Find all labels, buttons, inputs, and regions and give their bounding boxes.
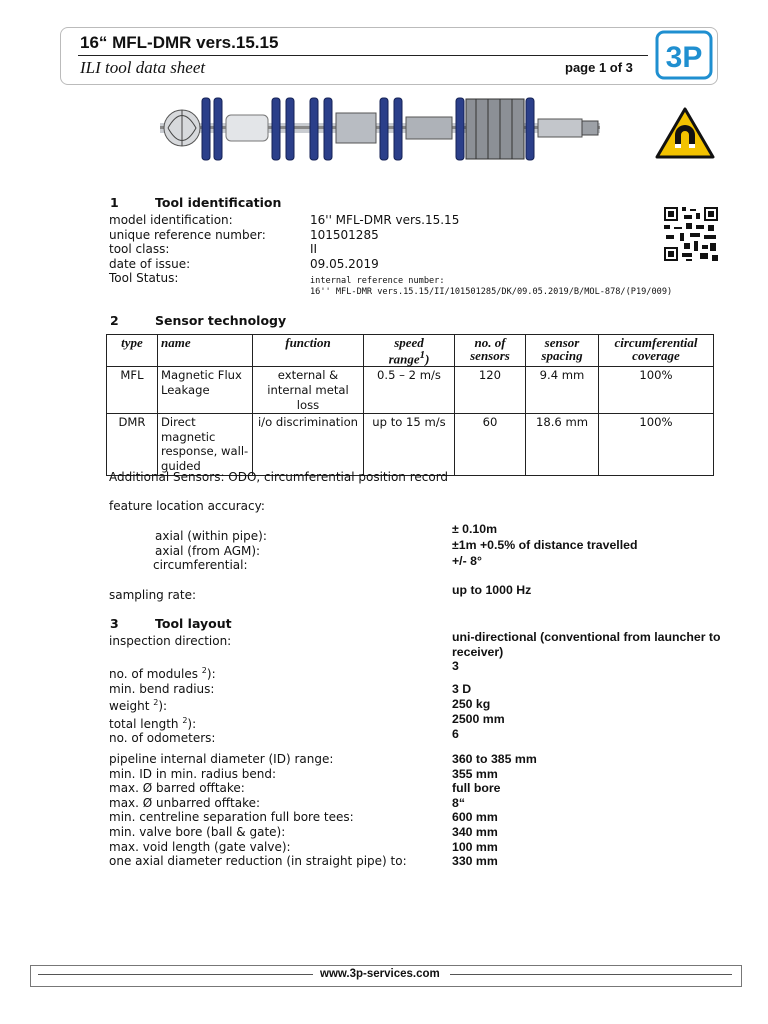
- tool-illustration: [160, 93, 600, 165]
- section-1-title: Tool identification: [155, 195, 282, 210]
- document-subtitle: ILI tool data sheet: [80, 58, 206, 77]
- cell-sensors: 60: [455, 414, 526, 476]
- label-no-of-modules: no. of modules $^2$):: [109, 666, 216, 681]
- value-max-barred-offtake: full bore: [452, 781, 501, 796]
- value-model-identification: 16'' MFL-DMR vers.15.15: [310, 213, 460, 227]
- label-total-length: total length $^2$):: [109, 715, 197, 731]
- label-no-of-odometers: no. of odometers:: [109, 731, 216, 746]
- cell-spacing: 18.6 mm: [526, 414, 599, 476]
- section-3-number: 3: [110, 616, 119, 631]
- tool-id-labels: [109, 213, 266, 286]
- inspection-direction-value-cont: receiver): [452, 645, 504, 659]
- label-circumferential: circumferential:: [153, 558, 248, 572]
- cell-coverage: 100%: [599, 367, 714, 414]
- accuracy-label: feature location accuracy:: [109, 499, 265, 513]
- value-total-length: 2500 mm: [452, 712, 505, 726]
- cell-type: MFL: [107, 367, 158, 414]
- internal-reference-value: 16'' MFL-DMR vers.15.15/II/101501285/DK/09.05.2019/B/MOL-878/(P19/009): [310, 287, 673, 297]
- value-date-of-issue: 09.05.2019: [310, 256, 379, 271]
- sensor-table: [106, 334, 714, 476]
- label-max-void-length: max. void length (gate valve):: [109, 839, 291, 854]
- value-centreline-separation: 600 mm: [452, 810, 498, 825]
- cell-name: Direct magnetic response, wall-guided: [158, 414, 253, 476]
- col-circumferential-coverage: circumferential coverage: [599, 335, 714, 367]
- value-min-valve-bore: 340 mm: [452, 824, 498, 839]
- cell-spacing: 9.4 mm: [526, 367, 599, 414]
- additional-sensors: Additional Sensors: ODO, circumferential position record: [109, 470, 449, 484]
- internal-reference-label: internal reference number:: [310, 276, 445, 286]
- cell-speed: 0.5 – 2 m/s: [364, 367, 455, 414]
- section-1-number: 1: [110, 195, 119, 210]
- value-axial-from-agm: ±1m +0.5% of distance travelled: [452, 538, 638, 552]
- value-axial-within-pipe: ± 0.10m: [452, 522, 498, 536]
- sensor-table-header-row: [107, 335, 714, 367]
- inspection-direction-value: uni-directional (conventional from launcher to: [452, 630, 721, 644]
- section-2-title: Sensor technology: [155, 313, 287, 328]
- section-3-title: Tool layout: [155, 616, 232, 631]
- inspection-direction-label: inspection direction:: [109, 634, 232, 648]
- label-weight: weight $^2$):: [109, 698, 168, 714]
- value-tool-class: II: [310, 242, 318, 257]
- pipeline-values: [452, 752, 537, 869]
- page-indicator: page 1 of 3: [565, 60, 633, 75]
- value-pipeline-id-range: 360 to 385 mm: [452, 752, 537, 766]
- col-function: function: [253, 335, 364, 367]
- cell-sensors: 120: [455, 367, 526, 414]
- label-pipeline-id-range: pipeline internal diameter (ID) range:: [109, 752, 334, 766]
- magnet-warning-icon: [654, 106, 716, 160]
- col-speed: speed range$^1$): [364, 335, 455, 367]
- label-min-id-bend: min. ID in min. radius bend:: [109, 766, 277, 781]
- col-type: type: [107, 335, 158, 367]
- footer-website-link[interactable]: www.3p-services.com: [320, 968, 440, 980]
- value-max-void-length: 100 mm: [452, 839, 498, 854]
- pipeline-labels: [109, 752, 407, 869]
- label-date-of-issue: date of issue:: [109, 256, 191, 271]
- logo-text: 3P: [665, 41, 703, 74]
- label-unique-reference: unique reference number:: [109, 227, 266, 242]
- cell-function: i/o discrimination: [253, 414, 364, 476]
- cell-type: DMR: [107, 414, 158, 476]
- value-min-id-bend: 355 mm: [452, 766, 498, 781]
- tool-layout-labels: [109, 664, 216, 746]
- title-divider: [78, 55, 648, 56]
- label-model-identification: model identification:: [109, 213, 233, 227]
- qr-code-icon: [662, 205, 720, 263]
- label-axial-from-agm: axial (from AGM):: [155, 544, 261, 558]
- sampling-rate-label: sampling rate:: [109, 588, 197, 602]
- document-title: 16“ MFL-DMR vers.15.15: [80, 33, 279, 52]
- label-axial-diameter-reduction: one axial diameter reduction (in straight pipe) to:: [109, 854, 407, 869]
- col-sensor-spacing: sensor spacing: [526, 335, 599, 367]
- label-max-barred-offtake: max. Ø barred offtake:: [109, 781, 245, 796]
- label-tool-class: tool class:: [109, 242, 170, 257]
- cell-function: external & internal metal loss: [253, 367, 364, 414]
- label-min-valve-bore: min. valve bore (ball & gate):: [109, 824, 286, 839]
- value-no-of-odometers: 6: [452, 727, 459, 741]
- footer-divider-left: [38, 974, 313, 975]
- cell-speed: up to 15 m/s: [364, 414, 455, 476]
- table-row: [107, 367, 714, 414]
- value-no-of-modules: 3: [452, 659, 459, 673]
- label-tool-status: Tool Status:: [109, 271, 179, 286]
- footer-divider-right: [450, 974, 732, 975]
- label-min-bend-radius: min. bend radius:: [109, 681, 215, 696]
- label-centreline-separation: min. centreline separation full bore tees:: [109, 810, 354, 825]
- label-axial-within-pipe: axial (within pipe):: [155, 529, 267, 543]
- value-circumferential: +/- 8°: [452, 554, 482, 568]
- table-row: [107, 414, 714, 476]
- cell-name: Magnetic Flux Leakage: [158, 367, 253, 414]
- value-max-unbarred-offtake: 8“: [452, 795, 465, 810]
- value-unique-reference: 101501285: [310, 227, 379, 242]
- col-no-of-sensors: no. of sensors: [455, 335, 526, 367]
- section-2-number: 2: [110, 313, 119, 328]
- company-logo: [655, 30, 713, 80]
- sampling-rate-value: up to 1000 Hz: [452, 583, 532, 597]
- tool-id-values: [310, 213, 459, 271]
- value-weight: 250 kg: [452, 697, 491, 711]
- label-max-unbarred-offtake: max. Ø unbarred offtake:: [109, 795, 261, 810]
- value-min-bend-radius: 3 D: [452, 682, 472, 696]
- value-axial-diameter-reduction: 330 mm: [452, 854, 498, 869]
- col-name: name: [158, 335, 253, 367]
- cell-coverage: 100%: [599, 414, 714, 476]
